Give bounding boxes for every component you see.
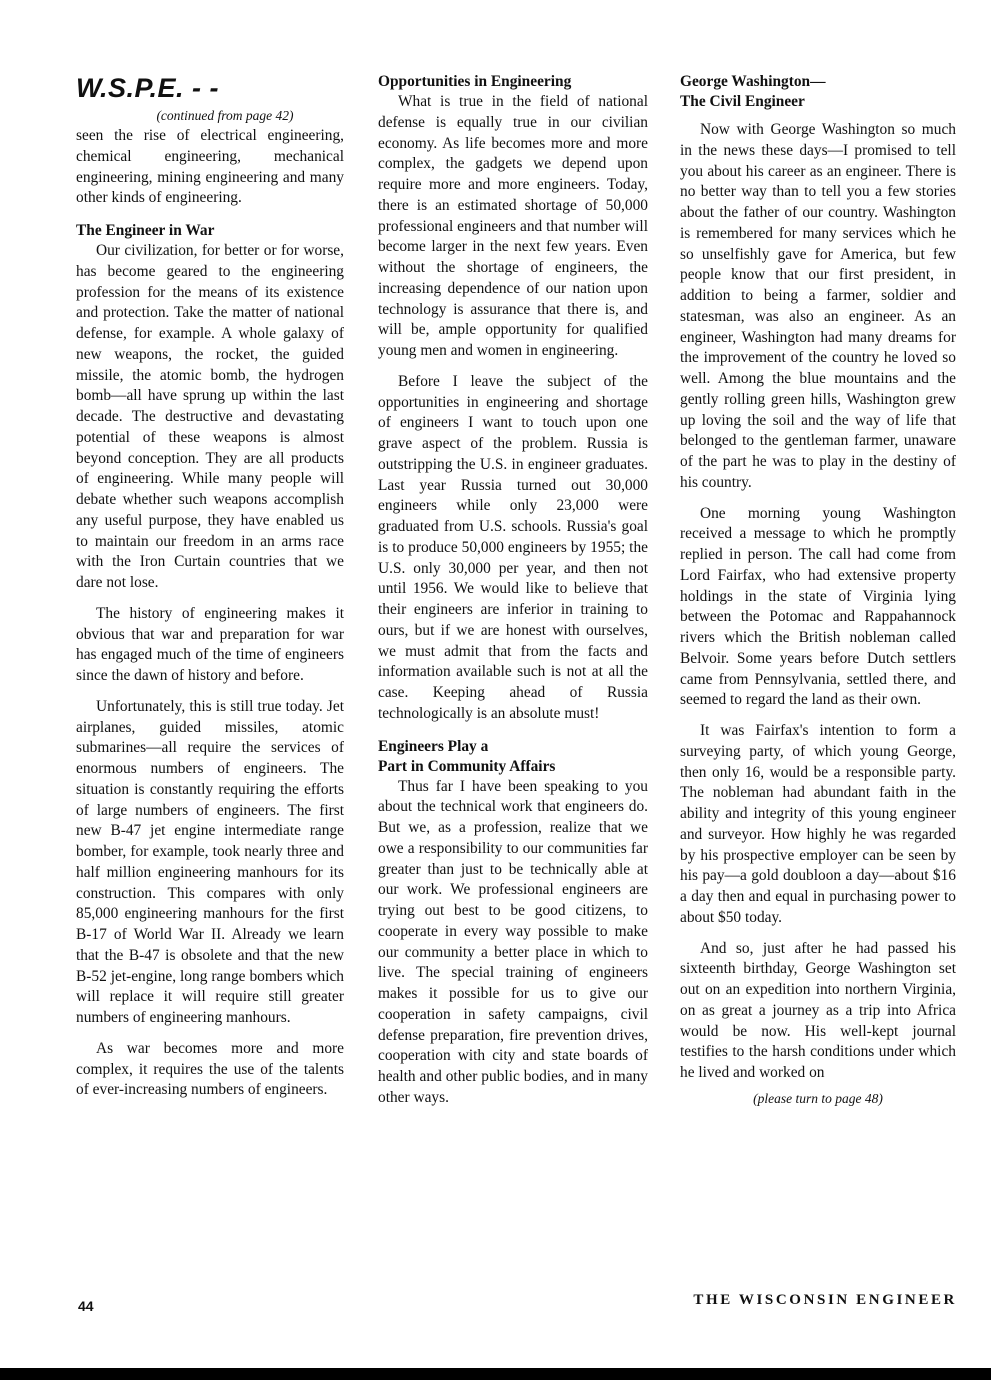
paragraph: One morning young Washington received a message to which he promptly replied in person. The call had come from Lord Fairfax, who had extensive property holdings in the state of Virginia lying between the Potomac and Rappahannock rivers which the British nobleman called Belvoir. Some years before Dutch settlers came from Pennsylvania, settled there, and seemed to regard the land as their own. [680, 504, 956, 709]
column-2 [378, 72, 648, 1109]
paragraph: Thus far I have been speaking to you about the technical work that engineers do. But we, as a profession, realize that we owe a responsibility to our communities far greater than just to be technically able at our work. We professional engineers are trying out best to be good citizens, to cooperate in every way possible to make our community a better place in which to live. The special training of engineers makes it possible for us to give our cooperation in safety campaigns, civil defense preparation, fire prevention drives, cooperation with city and state boards of health and other public bodies, and in many other ways. [378, 777, 648, 1106]
paragraph: Now with George Washington so much in the news these days—I promised to tell you about his career as an engineer. There is no better way than to tell you a few stories about the father of our country. Washington is remembered for many services which he so unselfishly gave for America, but few people know that our first president, in addition to being a farmer, soldier and statesman, was also an engineer. As an engineer, Washington had many dreams for the improvement of the country he loved so well. Among the blue mountains and the gently rolling green hills, Washington grew up loving the soil and the way of life that belonged to the gentleman farmer, unaware of the part he was to play in the destiny of his country. [680, 121, 956, 491]
paragraph: It was Fairfax's intention to form a surveying party, of which young George, then only 16, would be a responsible party. The nobleman had abundant faith in the ability and integrity of this young engineer and surveyor. How highly he was regarded by his prospective employer can be seen by his pay—a gold doubloon a day—about $16 a day then and equal in purchasing power to about $50 today. [680, 722, 956, 926]
continued-note: (continued from page 42) [156, 108, 294, 123]
section-heading-george-washington [680, 72, 956, 112]
column-3 [680, 72, 956, 1108]
heading-line: Part in Community Affairs [378, 757, 556, 775]
section-heading-community-affairs [378, 737, 648, 777]
heading-line: Engineers Play a [378, 737, 489, 755]
page-number: 44 [78, 1298, 94, 1314]
paragraph: Before I leave the subject of the opportunities in engineering and shortage of engineers I want to touch upon one grave aspect of the problem. Russia is outstripping the U.S. in engineer graduates. Last year Russia turned out 30,000 engineers while only 23,000 were graduated from U.S. schools. Russia's goal is to produce 50,000 engineers by 1955; the U.S. only 30,000 per year, and then not until 1956. We would like to believe that their engineers are inferior in training to ours, but if we are honest with ourselves, we must admit that from the facts and information available such is not at all the case. Keeping ahead of Russia technologically is an absolute must! [378, 372, 648, 722]
paragraph: The history of engineering makes it obvious that war and preparation for war has engaged much of the time of engineers since the dawn of history and before. [76, 604, 344, 684]
paragraph: Our civilization, for better or for worse, has become geared to the engineering profession for the means of its existence and protection. Take the matter of national defense, for example. A whole galaxy of new weapons, the rocket, the guided missile, the atomic bomb, the hydrogen bomb—all have sprung up within the last decade. The destructive and devastating potential of these weapons is almost beyond conception. They are all products of engineering. While many people will debate whether such weapons accomplish any useful purpose, they have enabled us to maintain our freedom in an arms race with the Iron Curtain countries that we dare not lose. [76, 242, 344, 591]
intro-paragraph: seen the rise of electrical engineering, chemical engineering, mechanical engineering, mining engineering and many other kinds of engineering. [76, 127, 344, 207]
turn-page-note: (please turn to page 48) [753, 1090, 883, 1106]
paragraph: As war becomes more and more complex, it requires the use of the talents of ever-increasing numbers of engineers. [76, 1039, 344, 1099]
heading-line: George Washington— [680, 73, 826, 90]
article-title: W.S.P.E. - - [76, 73, 220, 103]
section-heading-engineer-in-war: The Engineer in War [76, 222, 215, 239]
column-1 [76, 72, 344, 1101]
bottom-border [0, 1368, 991, 1380]
heading-line: The Civil Engineer [680, 93, 805, 110]
paragraph: What is true in the field of national defense is equally true in our civilian economy. As life becomes more and more complex, the gadgets we depend upon require more and more engineers. Today, there is an estimated shortage of 50,000 professional engineers and that number will become larger in the next few years. Even without the shortage of engineers, the increasing dependence of our nation upon technology is assurance that there is, and will be, ample opportunity for qualified young men and women in engineering. [378, 93, 648, 359]
paragraph: And so, just after he had passed his sixteenth birthday, George Washington set out on an expedition into northern Virginia, on as great a journey as a trip into Africa would be now. His well-kept journal testifies to the harsh conditions under which he lived and worked on [680, 939, 956, 1081]
section-heading-opportunities: Opportunities in Engineering [378, 73, 572, 90]
paragraph: Unfortunately, this is still true today. Jet airplanes, guided missiles, atomic submarines—all require the services of enormous numbers of engineers. The situation is constantly requiring the efforts of large numbers of engineers. The first new B-47 jet engine intermediate range bomber, for example, took nearly three and half million engineering manhours for its construction. This compares with only 85,000 engineering manhours for the first B-17 of World War II. Already we learn that the B-47 is obsolete and that the new B-52 jet-engine, long range bombers which will replace it will require still greater numbers of engineering manhours. [76, 697, 344, 1026]
publication-name: THE WISCONSIN ENGINEER [693, 1292, 957, 1308]
